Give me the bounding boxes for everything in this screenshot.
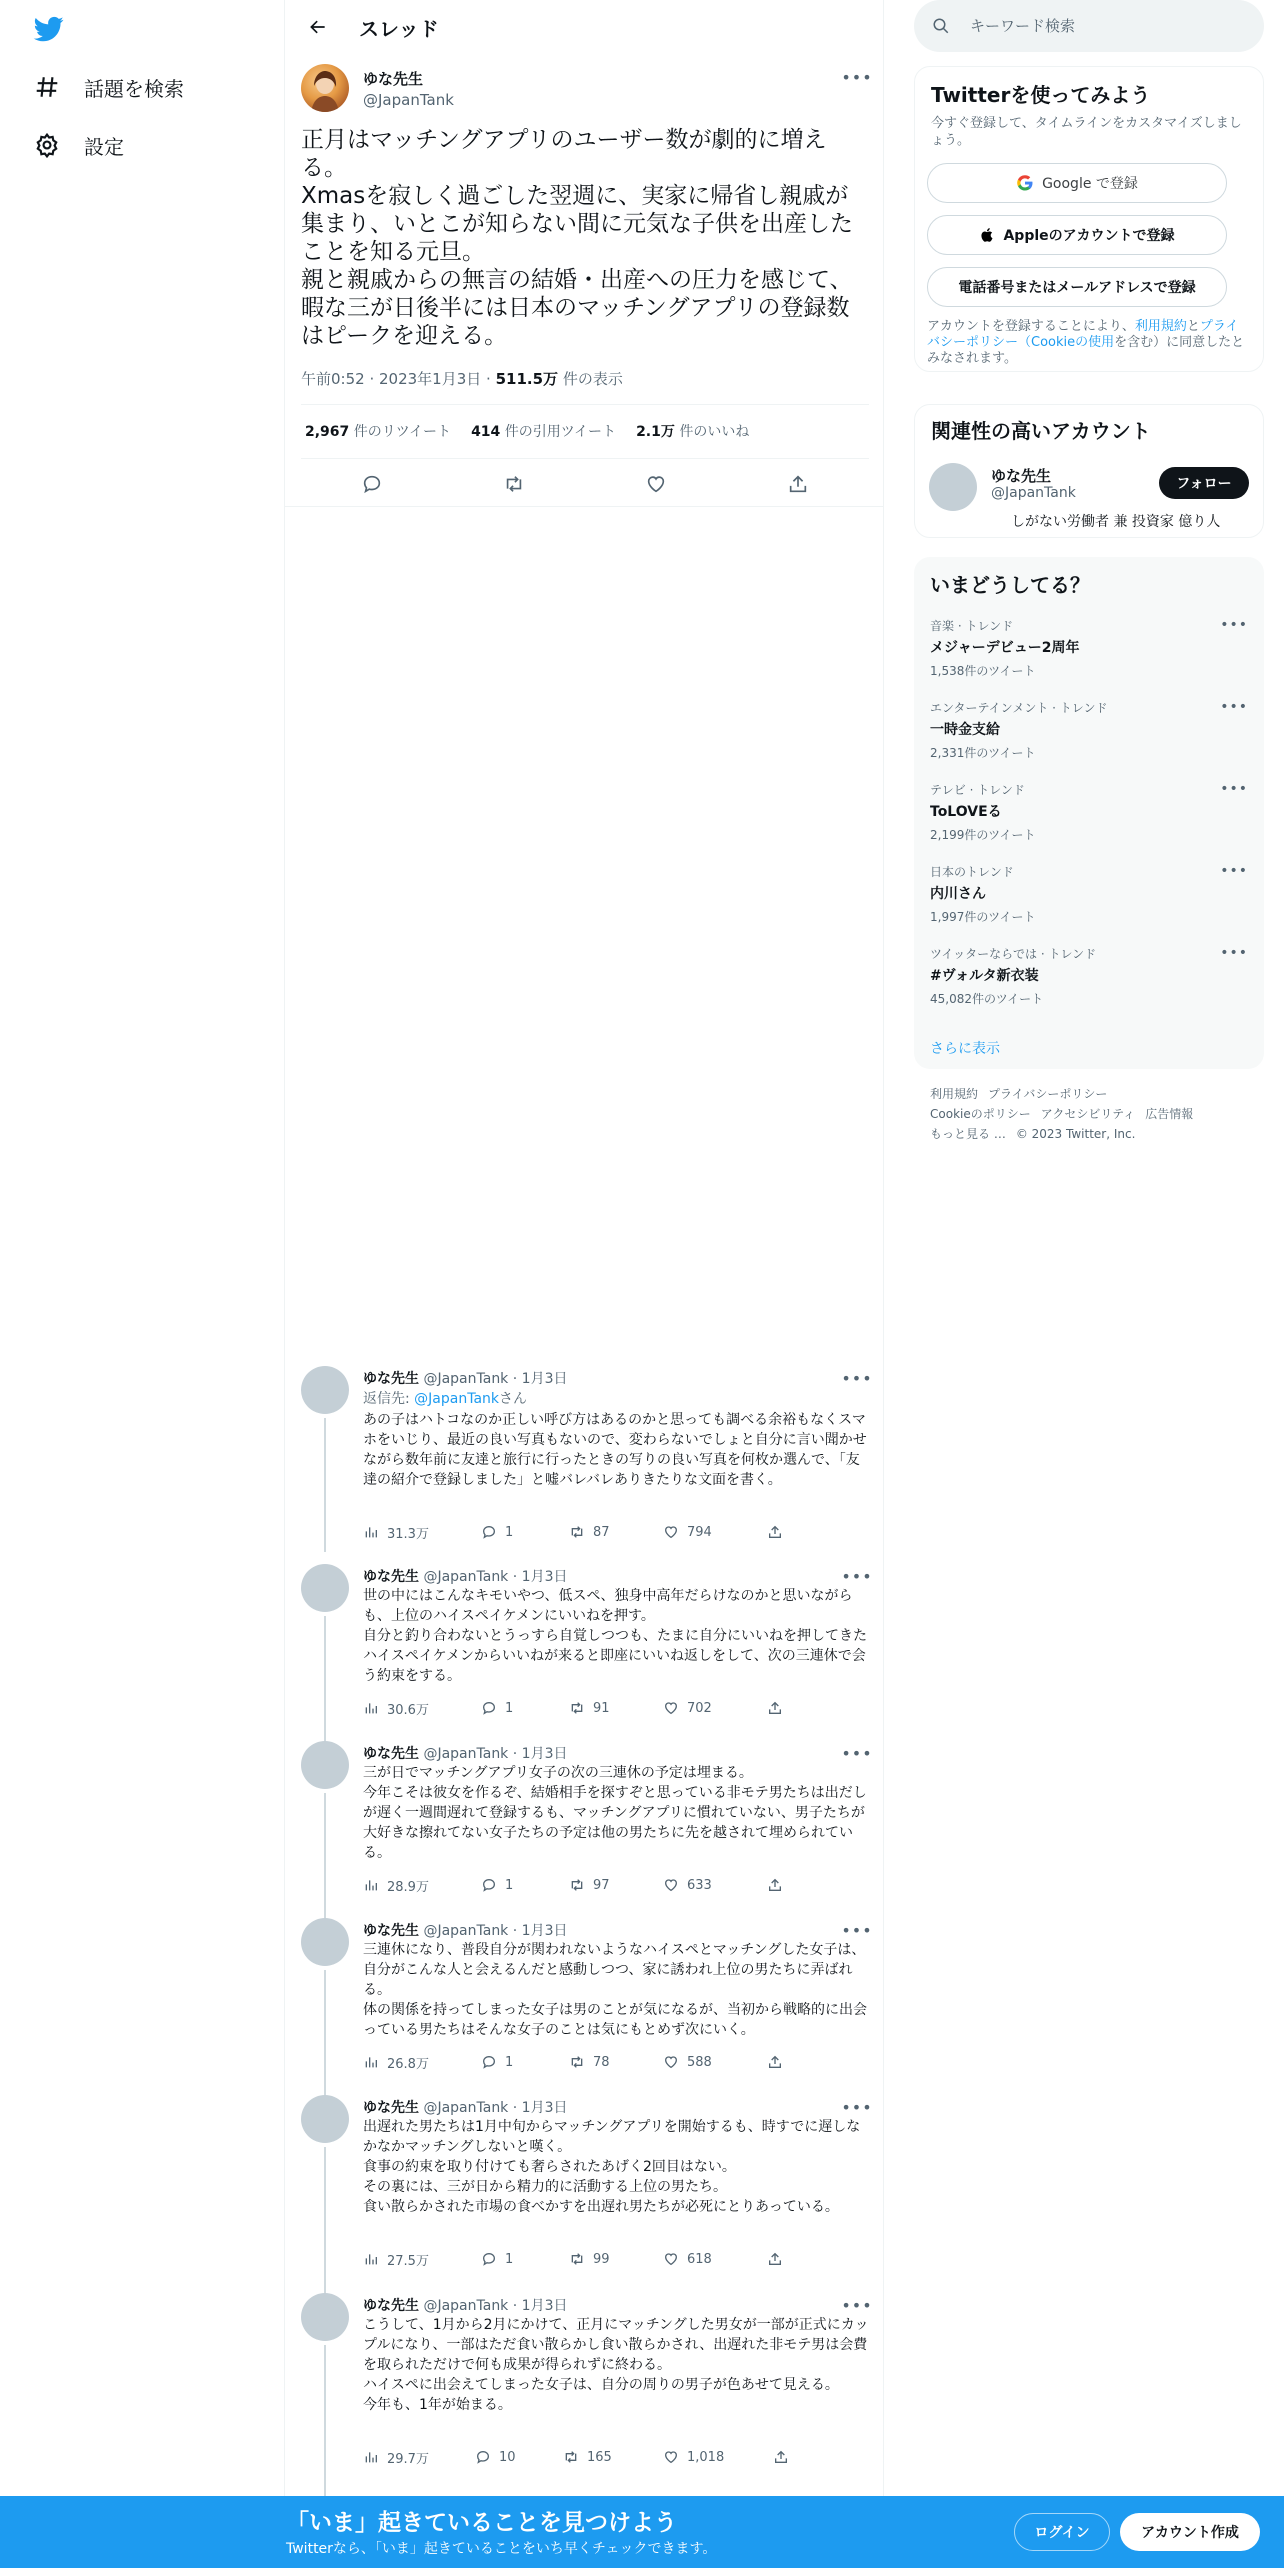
heart-icon (663, 2251, 679, 2267)
trend-context: ツイッターならでは · トレンド (930, 947, 1097, 961)
retweet-button[interactable]: 78 (569, 2052, 663, 2072)
author-handle[interactable]: @JapanTank (423, 1569, 509, 1585)
author-name[interactable]: ゆな先生 (363, 2298, 419, 2314)
trend-count: 1,997件のツイート (930, 910, 1036, 924)
retweet-icon (569, 1877, 585, 1893)
thread-connector (324, 1418, 326, 1552)
show-more-link[interactable]: さらに表示 (930, 1041, 1000, 1057)
tweet-meta: 午前0:52 · 2023年1月3日 · 511.5万 件の表示 (301, 370, 623, 388)
share-icon (767, 2251, 783, 2267)
apple-icon (979, 226, 995, 244)
more-options-icon[interactable]: ••• (841, 2097, 873, 2117)
trends-card (914, 557, 1264, 1069)
reply-date[interactable]: 1月3日 (521, 2100, 568, 2116)
phone-email-signup-label: 電話番号またはメールアドレスで登録 (958, 280, 1196, 296)
more-options-icon[interactable]: ••• (1220, 781, 1248, 797)
retweet-icon (569, 1700, 585, 1716)
reply-button[interactable]: 10 (475, 2447, 563, 2467)
footer-accessibility-link[interactable]: アクセシビリティ (1040, 1107, 1136, 1121)
reply-header: ゆな先生 @JapanTank · 1月3日 (363, 2100, 568, 2116)
signup-title: Twitterを使ってみよう (931, 83, 1151, 107)
more-options-icon[interactable]: ••• (841, 1368, 873, 1388)
avatar[interactable] (301, 1741, 349, 1789)
share-button[interactable] (767, 2249, 783, 2269)
reply-button[interactable]: 1 (481, 2052, 569, 2072)
views-stat[interactable]: 31.3万 (363, 1522, 481, 1542)
trend-count: 2,331件のツイート (930, 746, 1036, 760)
reply-header: ゆな先生 @JapanTank · 1月3日 (363, 1746, 568, 1762)
avatar[interactable] (301, 1564, 349, 1612)
arrow-left-icon (308, 17, 328, 37)
like-button[interactable] (636, 464, 676, 504)
retweet-button[interactable]: 91 (569, 1698, 663, 1718)
trend-item[interactable] (930, 863, 1248, 933)
avatar[interactable] (301, 64, 349, 112)
trend-name: 内川さん (930, 886, 986, 902)
trend-context: 日本のトレンド (930, 865, 1014, 879)
trend-context: エンターテインメント · トレンド (930, 701, 1108, 715)
reply-text: あの子はハトコなのか正しい呼び方はあるのかと思っても調べる余裕もなくスマホをいじり、最近の良い写真もないので、変わらないでしょと自分に言い聞かせながら数年前に友達と旅行に行ったときの写りの良い写真を何枚か選んで、「友達の紹介で登録しました」と嘘バレバレありきたりな文面を書く。 (363, 1412, 867, 1488)
related-accounts-card (914, 404, 1264, 538)
more-options-icon[interactable]: ••• (841, 2295, 873, 2315)
trend-name: メジャーデビュー2周年 (930, 640, 1080, 656)
trend-item[interactable] (930, 781, 1248, 851)
more-options-icon[interactable]: ••• (841, 1743, 873, 1763)
signup-terms: アカウントを登録することにより、利用規約とプライバシーポリシー（Cookieの使用を含む）に同意したとみなされます。 (927, 319, 1245, 366)
list-item[interactable] (285, 2095, 885, 2275)
heart-icon (663, 2449, 679, 2465)
like-button[interactable]: 618 (663, 2249, 767, 2269)
retweet-button[interactable]: 165 (563, 2447, 663, 2467)
list-item[interactable] (285, 1366, 885, 1548)
retweet-button[interactable]: 97 (569, 1875, 663, 1895)
author-handle[interactable]: @JapanTank (423, 1746, 509, 1762)
trend-item[interactable] (930, 945, 1248, 1015)
author-name[interactable]: ゆな先生 (363, 1923, 419, 1939)
thread-connector (324, 1793, 326, 1927)
signup-card (914, 66, 1264, 372)
signup-banner (0, 2496, 1284, 2568)
apple-signup-label: Appleのアカウントで登録 (1003, 228, 1175, 244)
reply-header: ゆな先生 @JapanTank · 1月3日 (363, 1569, 568, 1585)
like-button[interactable]: 1,018 (663, 2447, 773, 2467)
like-stat[interactable]: 2.1万 件のいいね (636, 424, 750, 440)
share-icon (767, 1700, 783, 1716)
author-handle[interactable]: @JapanTank (423, 1923, 509, 1939)
avatar[interactable] (301, 2095, 349, 2143)
author-name[interactable]: ゆな先生 (363, 2100, 419, 2116)
avatar-image (301, 64, 349, 112)
share-button[interactable] (778, 464, 818, 504)
account-handle[interactable]: @JapanTank (991, 485, 1076, 501)
more-options-icon[interactable]: ••• (1220, 945, 1248, 961)
views-stat[interactable]: 29.7万 (363, 2447, 475, 2467)
avatar[interactable] (301, 1366, 349, 1414)
bar-chart-icon (363, 2449, 379, 2465)
share-icon (787, 473, 809, 495)
share-icon (773, 2449, 789, 2465)
signup-button[interactable]: アカウント作成 (1120, 2513, 1260, 2551)
reply-button[interactable]: 1 (481, 1875, 569, 1895)
reply-button[interactable]: 1 (481, 2249, 569, 2269)
trend-item[interactable] (930, 699, 1248, 769)
nav-explore[interactable] (34, 67, 184, 107)
like-button[interactable]: 588 (663, 2052, 767, 2072)
retweet-icon (569, 2054, 585, 2070)
tweet-text: 正月はマッチングアプリのユーザー数が劇的に増える。 Xmasを寂しく過ごした翌週に、実家に帰省し親戚が集まり、いとこが知らない間に元気な子供を出産したことを知る元旦。 親と親戚からの無言の結婚・出産への圧力を感じて、暇な三が日後半には日本のマッチングアプリの登録数はピークを迎える。 (301, 127, 853, 349)
avatar[interactable] (301, 2293, 349, 2341)
share-icon (767, 1524, 783, 1540)
thread-connector (324, 1616, 326, 1750)
reply-header: ゆな先生 @JapanTank · 1月3日 (363, 1371, 568, 1387)
bar-chart-icon (363, 2251, 379, 2267)
footer-terms-link[interactable]: 利用規約 (930, 1087, 979, 1101)
list-item[interactable] (285, 1918, 885, 2078)
views-stat[interactable]: 28.9万 (363, 1875, 481, 1895)
reply-to: 返信先: @JapanTankさん (363, 1391, 528, 1407)
author-handle[interactable]: @JapanTank (363, 91, 454, 109)
share-button[interactable] (767, 1522, 783, 1542)
reply-text: 三が日でマッチングアプリ女子の次の三連休の予定は埋まる。 今年こそは彼女を作るぞ、結婚相手を探すぞと思っている非モテ男たちは出だしが遅く一週間遅れて登録するも、マッチングアプリに慣れていない、男子たちが大好きな擦れてない女子たちの予定は他の男たちに先を越されて埋められている。 (363, 1765, 867, 1861)
reply-text: 世の中にはこんなキモいやつ、低スペ、独身中高年だらけなのかと思いながらも、上位のハイスペイケメンにいいねを押す。 自分と釣り合わないとうっすら自覚しつつも、たまに自分にいいねを押してきたハイスペイケメンからいいねが来ると即座にいいね返しをして、次の三連休で会う約束をする。 (363, 1588, 867, 1684)
bar-chart-icon (363, 2054, 379, 2070)
divider (285, 506, 883, 507)
left-nav (0, 0, 284, 2568)
footer-more-link[interactable]: もっと見る … (930, 1127, 1006, 1141)
quote-stat[interactable]: 414 件の引用ツイート (471, 424, 617, 440)
reply-actions (363, 2249, 783, 2269)
retweet-icon (503, 473, 525, 495)
google-icon (1016, 174, 1034, 192)
reply-text: こうして、1月から2月にかけて、正月にマッチングした男女が一部が正式にカップルになり、一部はただ食い散らかし食い散らかされ、出遅れた非モテ男は会費を取られただけで何も成果が得られずに終わる。 ハイスペに出会えてしまった女子は、自分の周りの男子が色あせて見える。 今年も、1年が始まる。 (363, 2317, 869, 2413)
mention-link[interactable]: @JapanTank (414, 1391, 500, 1407)
comment-icon (475, 2449, 491, 2465)
like-button[interactable]: 702 (663, 1698, 767, 1718)
reply-button[interactable]: 1 (481, 1522, 569, 1542)
like-button[interactable]: 633 (663, 1875, 767, 1895)
tweet-stats (305, 421, 749, 441)
thread-header (285, 0, 885, 54)
reply-text: 出遅れた男たちは1月中旬からマッチングアプリを開始するも、時すでに遅しなかなかマッチングしないと嘆く。 食事の約束を取り付けても奢らされたあげく2回目はない。 その裏には、三が日から精力的に活動する上位の男たち。 食い散らかされた市場の食べかすを出遅れ男たちが必死にとりあっている。 (363, 2119, 861, 2215)
footer-links (930, 1084, 1250, 1144)
account-bio: しがない労働者 兼 投資家 億り人 (1011, 514, 1221, 530)
copyright: © 2023 Twitter, Inc. (1015, 1127, 1136, 1141)
banner-subtitle: Twitterなら、「いま」起きていることをいち早くチェックできます。 (286, 2541, 717, 2557)
reply-date[interactable]: 1月3日 (521, 1923, 568, 1939)
reply-actions (363, 2052, 783, 2072)
bar-chart-icon (363, 1877, 379, 1893)
share-button[interactable] (773, 2447, 789, 2467)
heart-icon (663, 2054, 679, 2070)
twitter-bird-icon[interactable] (32, 14, 66, 44)
trend-count: 1,538件のツイート (930, 664, 1036, 678)
search-icon (932, 17, 950, 35)
footer-cookie-link[interactable]: Cookieのポリシー (930, 1107, 1031, 1121)
reply-button[interactable]: 1 (481, 1698, 569, 1718)
search-box[interactable] (914, 0, 1264, 52)
share-button[interactable] (767, 2052, 783, 2072)
views-stat[interactable]: 26.8万 (363, 2052, 481, 2072)
reply-date[interactable]: 1月3日 (521, 1371, 568, 1387)
tweet-author[interactable] (363, 68, 454, 109)
page-title: スレッド (359, 16, 439, 41)
nav-settings[interactable] (34, 125, 124, 165)
author-name[interactable]: ゆな先生 (363, 1371, 419, 1387)
like-button[interactable]: 794 (663, 1522, 767, 1542)
terms-link[interactable]: 利用規約 (1134, 319, 1187, 334)
privacy-link[interactable]: プライバシーポリシー（Cookieの使用 (927, 319, 1239, 350)
more-options-icon[interactable]: ••• (1220, 617, 1248, 633)
account-name[interactable]: ゆな先生 (991, 467, 1052, 485)
reply-header: ゆな先生 @JapanTank · 1月3日 (363, 2298, 568, 2314)
divider (301, 404, 869, 405)
reply-actions (363, 2447, 789, 2467)
share-button[interactable] (767, 1698, 783, 1718)
tweet-time[interactable]: 午前0:52 (301, 370, 365, 388)
retweet-icon (569, 1524, 585, 1540)
retweet-button[interactable] (494, 464, 534, 504)
phone-email-signup-button[interactable] (927, 267, 1227, 307)
more-options-icon[interactable]: ••• (841, 1566, 873, 1586)
comment-icon (481, 1700, 497, 1716)
reply-text: 三連休になり、普段自分が関われないようなハイスペとマッチングした女子は、自分がこんな人と会えるんだと感動しつつ、家に誘われ上位の男たちに弄ばれる。 体の関係を持ってしまった女子は男のことが気になるが、当初から戦略的に出会っている男たちはそんな女子のことは気にもとめず次にいく。 (363, 1942, 867, 2038)
divider (301, 458, 869, 459)
footer-ads-link[interactable]: 広告情報 (1145, 1107, 1194, 1121)
reply-button[interactable] (352, 464, 392, 504)
related-title: 関連性の高いアカウント (931, 419, 1151, 443)
trend-context: テレビ · トレンド (930, 783, 1025, 797)
share-button[interactable] (767, 1875, 783, 1895)
retweet-button[interactable]: 99 (569, 2249, 663, 2269)
comment-icon (361, 473, 383, 495)
views-label: 件の表示 (562, 370, 623, 388)
login-button[interactable]: ログイン (1014, 2513, 1110, 2551)
share-icon (767, 2054, 783, 2070)
bar-chart-icon (363, 1700, 379, 1716)
author-handle[interactable]: @JapanTank (423, 2298, 509, 2314)
hashtag-icon (34, 74, 60, 100)
retweet-button[interactable]: 87 (569, 1522, 663, 1542)
trend-context: 音楽 · トレンド (930, 619, 1014, 633)
search-input[interactable] (970, 17, 1230, 35)
list-item[interactable] (285, 1564, 885, 1724)
author-name[interactable]: ゆな先生 (363, 70, 424, 88)
list-item[interactable] (285, 1741, 885, 1901)
views-stat[interactable]: 30.6万 (363, 1698, 481, 1718)
heart-icon (645, 473, 667, 495)
trend-item[interactable] (930, 617, 1248, 687)
comment-icon (481, 2054, 497, 2070)
banner-title: 「いま」起きていることを見つけよう (286, 2510, 677, 2536)
retweet-icon (569, 2251, 585, 2267)
comment-icon (481, 2251, 497, 2267)
comment-icon (481, 1877, 497, 1893)
trend-name: 一時金支給 (930, 722, 1000, 738)
trend-count: 2,199件のツイート (930, 828, 1036, 842)
heart-icon (663, 1877, 679, 1893)
more-options-icon[interactable]: ••• (841, 1920, 873, 1940)
tweet-date[interactable]: 2023年1月3日 (379, 370, 482, 388)
avatar[interactable] (929, 463, 977, 511)
gear-icon (34, 132, 60, 158)
heart-icon (663, 1524, 679, 1540)
reply-date[interactable]: 1月3日 (521, 1569, 568, 1585)
google-signup-label: Google で登録 (1042, 176, 1138, 192)
nav-explore-label: 話題を検索 (84, 76, 184, 101)
signup-description: 今すぐ登録して、タイムラインをカスタマイズしましょう。 (931, 116, 1242, 148)
avatar[interactable] (301, 1918, 349, 1966)
apple-signup-button[interactable] (927, 215, 1227, 255)
author-handle[interactable]: @JapanTank (423, 2100, 509, 2116)
follow-button[interactable]: フォロー (1159, 467, 1249, 499)
author-handle[interactable]: @JapanTank (423, 1371, 509, 1387)
more-options-icon[interactable]: ••• (1220, 699, 1248, 715)
google-signup-button[interactable] (927, 163, 1227, 203)
author-name[interactable]: ゆな先生 (363, 1569, 419, 1585)
trends-title: いまどうしてる？ (930, 573, 1090, 597)
views-stat[interactable]: 27.5万 (363, 2249, 481, 2269)
reply-actions (363, 1875, 783, 1895)
more-options-icon[interactable]: ••• (1220, 863, 1248, 879)
reply-actions (363, 1522, 783, 1542)
footer-privacy-link[interactable]: プライバシーポリシー (988, 1087, 1108, 1101)
heart-icon (663, 1700, 679, 1716)
tweet-views: 511.5万 (495, 370, 559, 388)
author-name[interactable]: ゆな先生 (363, 1746, 419, 1762)
nav-settings-label: 設定 (84, 134, 124, 159)
trend-count: 45,082件のツイート (930, 992, 1044, 1006)
thread-connector (324, 1970, 326, 2104)
reply-date[interactable]: 1月3日 (521, 1746, 568, 1762)
share-icon (767, 1877, 783, 1893)
trend-name: #ヴォルタ新衣装 (930, 968, 1039, 984)
trend-name: ToLOVEる (930, 804, 1002, 820)
bar-chart-icon (363, 1524, 379, 1540)
reply-date[interactable]: 1月3日 (521, 2298, 568, 2314)
retweet-icon (563, 2449, 579, 2465)
thread-column (284, 0, 884, 2568)
tweet-actions (301, 464, 869, 504)
reply-header: ゆな先生 @JapanTank · 1月3日 (363, 1923, 568, 1939)
retweet-stat[interactable]: 2,967 件のリツイート (305, 424, 452, 440)
back-button[interactable] (301, 10, 335, 44)
list-item[interactable] (285, 2293, 885, 2473)
comment-icon (481, 1524, 497, 1540)
more-options-icon[interactable]: ••• (841, 67, 873, 87)
reply-actions (363, 1698, 783, 1718)
thread-connector (324, 2147, 326, 2297)
